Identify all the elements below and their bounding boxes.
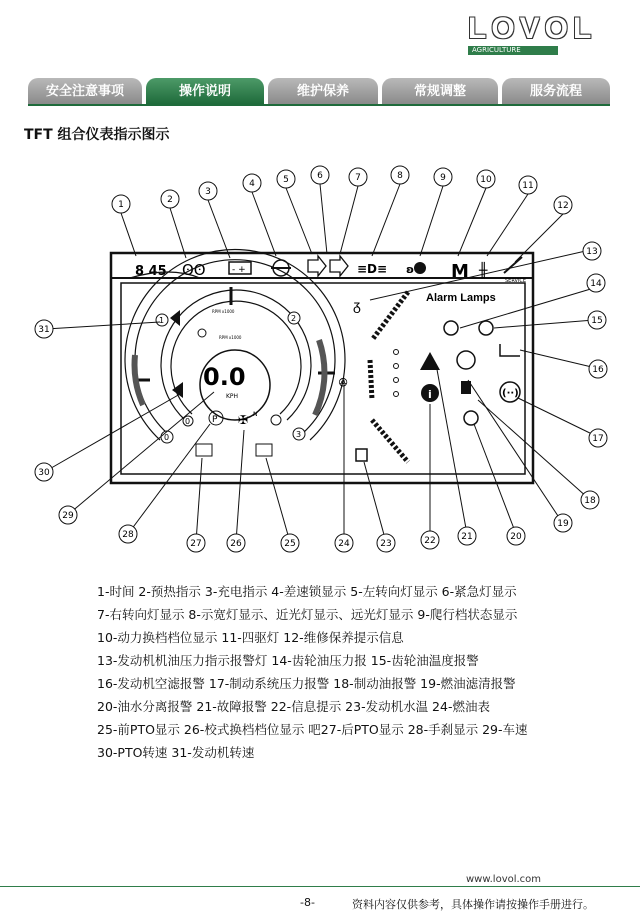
svg-text:26: 26 <box>230 539 242 549</box>
callout-15 <box>588 311 606 329</box>
gear-oil-temp-icon <box>479 321 493 335</box>
svg-text:16: 16 <box>592 365 604 375</box>
svg-text:2: 2 <box>291 314 297 323</box>
wrench-icon <box>504 257 522 273</box>
svg-text:27: 27 <box>190 539 202 549</box>
svg-text:24: 24 <box>338 539 350 549</box>
battery-signs: - + <box>232 265 246 275</box>
fuel-icon <box>356 449 367 461</box>
svg-text:(··): (··) <box>502 388 519 399</box>
rpm-outer-label: RPM x1000 <box>212 309 235 314</box>
callout-10 <box>477 170 495 188</box>
svg-text:2: 2 <box>167 195 173 205</box>
svg-text:30: 30 <box>38 468 50 478</box>
svg-text:i: i <box>428 388 432 401</box>
svg-text:5: 5 <box>283 175 289 185</box>
legend-line: 20-油水分离报警 21-故障报警 22-信息提示 23-发动机水温 24-燃油表 <box>97 699 490 714</box>
svg-text:3: 3 <box>296 430 302 439</box>
brake-pressure-icon <box>457 351 475 369</box>
svg-text:6: 6 <box>317 171 323 181</box>
left-turn-icon <box>308 256 326 276</box>
tab-operation[interactable]: 操作说明 <box>146 78 264 104</box>
bar-gauges <box>370 292 408 462</box>
legend-line: 16-发动机空滤报警 17-制动系统压力报警 18-制动油报警 19-燃油滤清报警 <box>97 676 516 691</box>
tab-adjustment[interactable]: 常规调整 <box>382 78 498 104</box>
callout-1 <box>112 195 130 213</box>
callout-25 <box>281 534 299 552</box>
air-filter-icon <box>500 344 520 356</box>
svg-text:1: 1 <box>159 316 165 325</box>
footer-divider <box>0 886 640 887</box>
speed-unit: KPH <box>226 393 239 400</box>
callout-8 <box>391 166 409 184</box>
legend-line: 10-动力换档档位显示 11-四驱灯 12-维修保养提示信息 <box>97 630 404 645</box>
callout-9 <box>434 168 452 186</box>
water-temp-icon: ꔮ <box>338 376 349 391</box>
service-label: SERVICE <box>505 278 527 284</box>
svg-text:31: 31 <box>38 325 50 335</box>
alarm-lamps-title: Alarm Lamps <box>426 292 496 304</box>
callout-31 <box>35 320 53 338</box>
legend-line: 13-发动机机油压力指示报警灯 14-齿轮油压力报 15-齿轮油温度报警 <box>97 653 479 668</box>
callout-29 <box>59 506 77 524</box>
park-letter: P <box>212 415 218 425</box>
water-separator-icon <box>464 411 478 425</box>
four-wd-icon: ╫ <box>479 263 488 279</box>
svg-text:21: 21 <box>461 532 473 542</box>
page-number: -8- <box>300 896 315 909</box>
legend-list <box>97 580 617 764</box>
callout-3 <box>199 182 217 200</box>
callout-13 <box>583 242 601 260</box>
callout-19 <box>554 514 572 532</box>
rear-pto-icon <box>196 444 212 456</box>
gear-letter: M <box>451 261 469 282</box>
callout-5 <box>277 170 295 188</box>
legend-line: 25-前PTO显示 26-校式换档档位显示 吧27-后PTO显示 28-手刹显示 29-车速 <box>97 722 528 737</box>
svg-text:0: 0 <box>185 417 191 426</box>
svg-text:25: 25 <box>284 539 296 549</box>
svg-text:0: 0 <box>164 433 170 442</box>
svg-text:10: 10 <box>480 175 492 185</box>
preheat-icon: ʘʘ <box>182 261 206 279</box>
footer-url[interactable]: www.lovol.com <box>466 874 542 885</box>
callout-16 <box>589 360 607 378</box>
svg-text:3: 3 <box>205 187 211 197</box>
creeper-icon <box>414 262 426 274</box>
svg-text:14: 14 <box>590 279 602 289</box>
svg-text:29: 29 <box>62 511 74 521</box>
front-pto-icon <box>256 444 272 456</box>
oil-pressure-icon: ᵹ <box>353 298 361 314</box>
right-turn-icon <box>330 256 348 276</box>
rpm-needle-marker <box>170 310 180 326</box>
callout-23 <box>377 534 395 552</box>
tab-safety[interactable]: 安全注意事项 <box>28 78 142 104</box>
time-display: 8 45 <box>135 264 167 279</box>
gear-oil-pressure-icon <box>444 321 458 335</box>
legend-line: 30-PTO转速 31-发动机转速 <box>97 745 255 760</box>
logo-text: LOVOL <box>468 12 597 45</box>
callout-28 <box>119 525 137 543</box>
callout-26 <box>227 534 245 552</box>
callout-27 <box>187 534 205 552</box>
tab-service[interactable]: 服务流程 <box>502 78 610 104</box>
callout-17 <box>589 429 607 447</box>
lights-icon: ≡D≡ <box>357 262 388 276</box>
footer-note: 资料内容仅供参考，具体操作请按操作手册进行。 <box>352 898 594 911</box>
rpm-inner-label: RPM x1000 <box>219 335 242 340</box>
svg-text:12: 12 <box>557 201 569 211</box>
svg-text:11: 11 <box>522 181 534 191</box>
callout-18 <box>581 491 599 509</box>
svg-text:20: 20 <box>510 532 522 542</box>
page-title: TFT 组合仪表指示图示 <box>24 127 170 143</box>
svg-text:8: 8 <box>397 171 403 181</box>
callout-22 <box>421 531 439 549</box>
svg-text:4: 4 <box>249 179 255 189</box>
callout-12 <box>554 196 572 214</box>
callout-2 <box>161 190 179 208</box>
svg-text:19: 19 <box>557 519 569 529</box>
svg-text:28: 28 <box>122 530 134 540</box>
callout-6 <box>311 166 329 184</box>
speed-value: 0.0 <box>203 363 246 391</box>
callout-11 <box>519 176 537 194</box>
svg-text:23: 23 <box>380 539 392 549</box>
tab-maintenance[interactable]: 维护保养 <box>268 78 378 104</box>
callout-14 <box>587 274 605 292</box>
svg-text:9: 9 <box>440 173 446 183</box>
svg-text:1: 1 <box>118 200 124 210</box>
callout-4 <box>243 174 261 192</box>
logo-sub: AGRICULTURE <box>468 46 558 55</box>
callout-21 <box>458 527 476 545</box>
svg-text:ʚ: ʚ <box>406 263 415 276</box>
callout-20 <box>507 527 525 545</box>
legend-line: 7-右转向灯显示 8-示宽灯显示、近光灯显示、远光灯显示 9-爬行档状态显示 <box>97 607 518 622</box>
pto-n-label: N <box>253 411 258 418</box>
shuttle-gear-icon: ✠ <box>238 413 249 427</box>
svg-text:7: 7 <box>355 173 361 183</box>
svg-text:18: 18 <box>584 496 596 506</box>
callout-30 <box>35 463 53 481</box>
callout-24 <box>335 534 353 552</box>
svg-text:17: 17 <box>592 434 604 444</box>
svg-text:22: 22 <box>424 536 436 546</box>
svg-text:15: 15 <box>591 316 603 326</box>
callout-7 <box>349 168 367 186</box>
legend-line: 1-时间 2-预热指示 3-充电指示 4-差速锁显示 5-左转向灯显示 6-紧急灯显示 <box>97 584 517 599</box>
svg-text:13: 13 <box>586 247 598 257</box>
